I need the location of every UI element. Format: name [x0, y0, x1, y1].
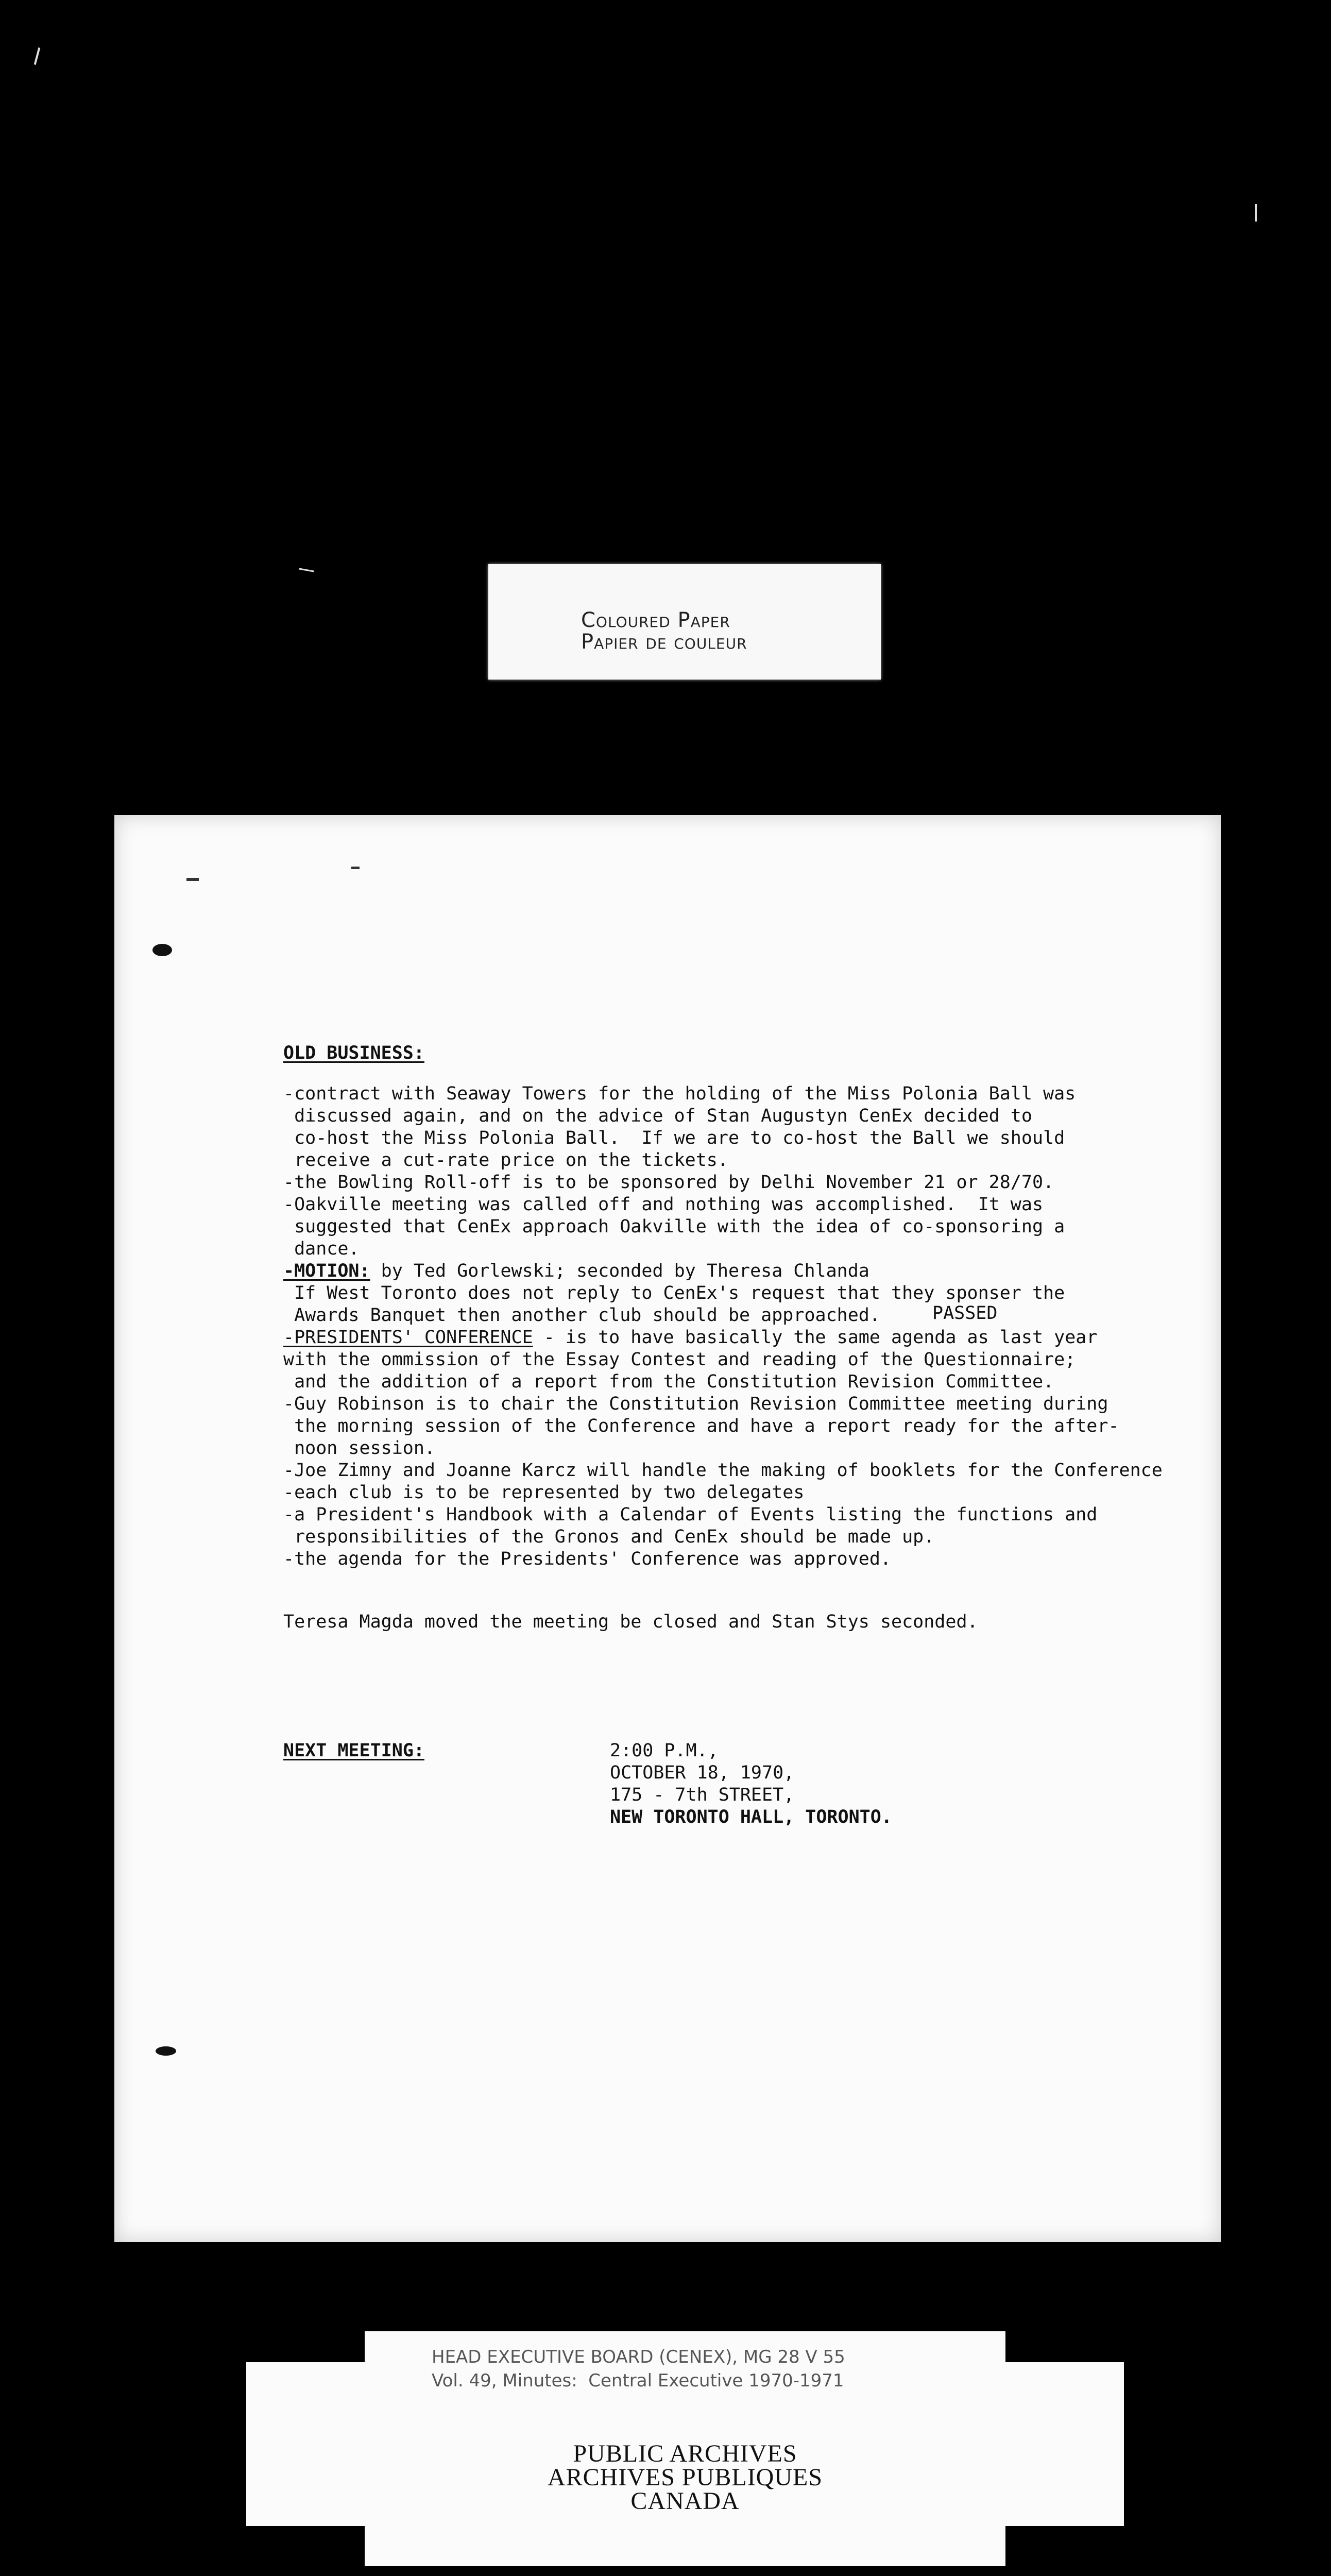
- archive-reference-line-2: Vol. 49, Minutes: Central Executive 1970-1971: [432, 2370, 844, 2391]
- conference-line-5: the morning session of the Conference and have a report ready for the after-: [283, 1416, 1119, 1436]
- motion-line-3: Awards Banquet then another club should be approached.: [283, 1305, 880, 1326]
- conference-line-9: -a President's Handbook with a Calendar of Events listing the functions and: [283, 1504, 1098, 1525]
- next-meeting-time: 2:00 P.M.,: [610, 1740, 719, 1761]
- old-business-line-4: receive a cut-rate price on the tickets.: [283, 1150, 728, 1171]
- ink-blot: [156, 2046, 176, 2056]
- motion-line-2: If West Toronto does not reply to CenEx's request that they sponser the: [283, 1283, 1065, 1303]
- closing-line: Teresa Magda moved the meeting be closed and Stan Stys seconded.: [283, 1612, 978, 1632]
- ink-blot: [152, 944, 172, 956]
- conference-line-2: with the ommission of the Essay Contest and reading of the Questionnaire;: [283, 1349, 1076, 1370]
- document-page: [114, 815, 1221, 2242]
- next-meeting-date: OCTOBER 18, 1970,: [610, 1762, 795, 1783]
- papier-couleur-label: Papier de couleur: [581, 630, 747, 654]
- next-meeting-address: 175 - 7th STREET,: [610, 1785, 795, 1805]
- conference-line-7: -Joe Zimny and Joanne Karcz will handle the making of booklets for the Conference: [283, 1460, 1163, 1481]
- conference-label: -PRESIDENTS' CONFERENCE: [283, 1327, 533, 1348]
- passed-stamp: PASSED: [932, 1303, 998, 1324]
- old-business-line-6: -Oakville meeting was called off and nothing was accomplished. It was: [283, 1194, 1044, 1215]
- conference-line-11: -the agenda for the Presidents' Conference was approved.: [283, 1549, 892, 1569]
- motion-label: -MOTION:: [283, 1261, 370, 1281]
- archive-name-english: PUBLIC ARCHIVES: [573, 2440, 797, 2467]
- conference-line: [283, 1327, 1097, 1349]
- ink-speck: [351, 867, 360, 869]
- archive-name-french: ARCHIVES PUBLIQUES: [547, 2464, 823, 2491]
- next-meeting-label: NEXT MEETING:: [283, 1740, 424, 1761]
- coloured-paper-card: [488, 564, 881, 680]
- ink-speck: [186, 878, 199, 881]
- motion-text: by Ted Gorlewski; seconded by Theresa Chlanda: [370, 1261, 869, 1281]
- old-business-line-3: co-host the Miss Polonia Ball. If we are to co-host the Ball we should: [283, 1128, 1065, 1148]
- conference-line-8: -each club is to be represented by two delegates: [283, 1482, 805, 1503]
- film-scratch: [299, 568, 314, 572]
- old-business-heading: OLD BUSINESS:: [283, 1043, 424, 1063]
- next-meeting-place: NEW TORONTO HALL, TORONTO.: [610, 1807, 892, 1827]
- old-business-line-5: -the Bowling Roll-off is to be sponsored by Delhi November 21 or 28/70.: [283, 1172, 1054, 1193]
- conference-line-6: noon session.: [283, 1438, 436, 1459]
- old-business-line-2: discussed again, and on the advice of Stan Augustyn CenEx decided to: [283, 1106, 1032, 1126]
- old-business-line-7: suggested that CenEx approach Oakville with the idea of co-sponsoring a: [283, 1216, 1065, 1237]
- old-business-line-1: -contract with Seaway Towers for the holding of the Miss Polonia Ball was: [283, 1083, 1076, 1104]
- conference-line-3: and the addition of a report from the Constitution Revision Committee.: [283, 1371, 1054, 1392]
- coloured-paper-label: Coloured Paper: [581, 608, 730, 632]
- conference-line-10: responsibilities of the Gronos and CenEx should be made up.: [283, 1527, 935, 1547]
- film-scratch: [1255, 204, 1257, 222]
- conference-line-4: -Guy Robinson is to chair the Constitution Revision Committee meeting during: [283, 1394, 1108, 1414]
- conference-text: - is to have basically the same agenda as last year: [533, 1327, 1098, 1348]
- motion-line: [283, 1260, 869, 1282]
- old-business-line-8: dance.: [283, 1239, 360, 1259]
- archive-reference-line-1: HEAD EXECUTIVE BOARD (CENEX), MG 28 V 55: [432, 2347, 845, 2367]
- film-scratch: [34, 47, 41, 65]
- archive-card: [365, 2331, 1005, 2566]
- archive-country: CANADA: [630, 2487, 740, 2515]
